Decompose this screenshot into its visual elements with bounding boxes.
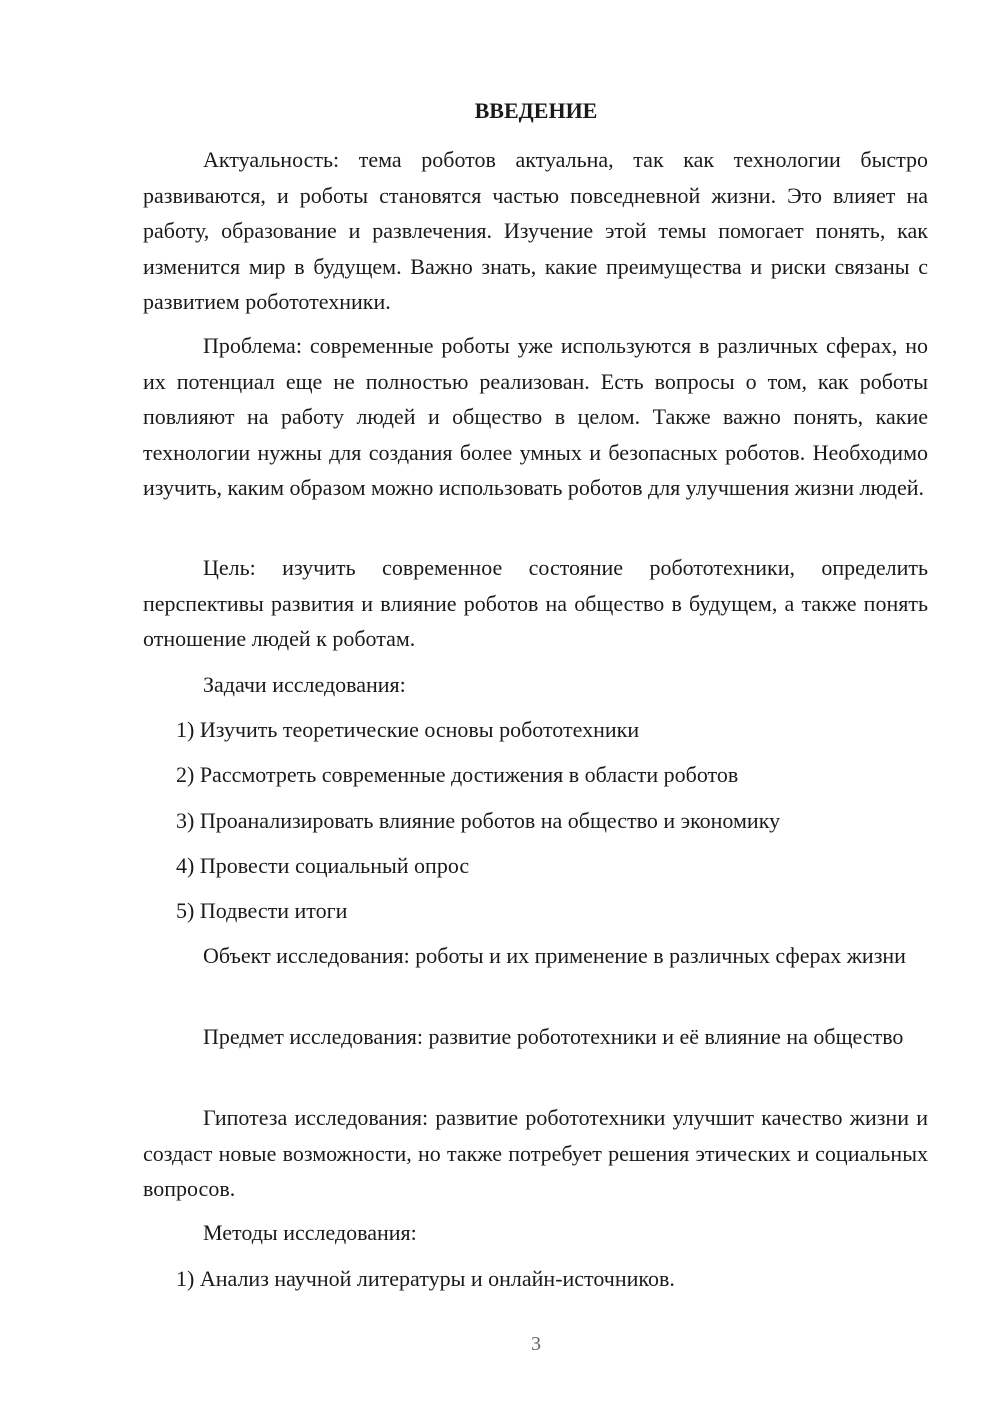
paragraph-subject: Предмет исследования: развитие робототехники и её влияние на общество (203, 1024, 904, 1049)
paragraph-hypothesis: Гипотеза исследования: развитие робототехники улучшит качество жизни и создаст новые возможности, но также потребует решения этических и социальных вопросов. (143, 1105, 928, 1201)
tasks-label: Задачи исследования: (203, 672, 406, 697)
page-number: 3 (531, 1333, 541, 1355)
list-item: 3) Проанализировать влияние роботов на общество и экономику (176, 808, 781, 833)
list-item: 1) Изучить теоретические основы робототехники (176, 717, 640, 742)
methods-label: Методы исследования: (203, 1220, 417, 1245)
paragraph-goal: Цель: изучить современное состояние робототехники, определить перспективы развития и влияние роботов на общество в будущем, а также понять отношение людей к роботам. (143, 555, 928, 651)
paragraph-problem: Проблема: современные роботы уже используются в различных сферах, но их потенциал еще не полностью реализован. Есть вопросы о том, как роботы повлияют на работу людей и общество в целом. Также важно понять, какие технологии нужны для создания более умных и безопасных роботов. Необходимо изучить, каким образом можно использовать роботов для улучшения жизни людей. (143, 333, 928, 500)
section-heading: ВВЕДЕНИЕ (474, 98, 598, 123)
paragraph-relevance: Актуальность: тема роботов актуальна, так как технологии быстро развиваются, и роботы становятся частью повседневной жизни. Это влияет на работу, образование и развлечения. Изучение этой темы помогает понять, как изменится мир в будущем. Важно знать, какие преимущества и риски связаны с развитием робототехники. (143, 147, 928, 314)
list-item: 4) Провести социальный опрос (176, 853, 470, 878)
paragraph-object: Объект исследования: роботы и их применение в различных сферах жизни (203, 943, 906, 968)
list-item: 1) Анализ научной литературы и онлайн-источников. (176, 1266, 675, 1291)
list-item: 2) Рассмотреть современные достижения в области роботов (176, 762, 739, 787)
list-item: 5) Подвести итоги (176, 898, 348, 923)
